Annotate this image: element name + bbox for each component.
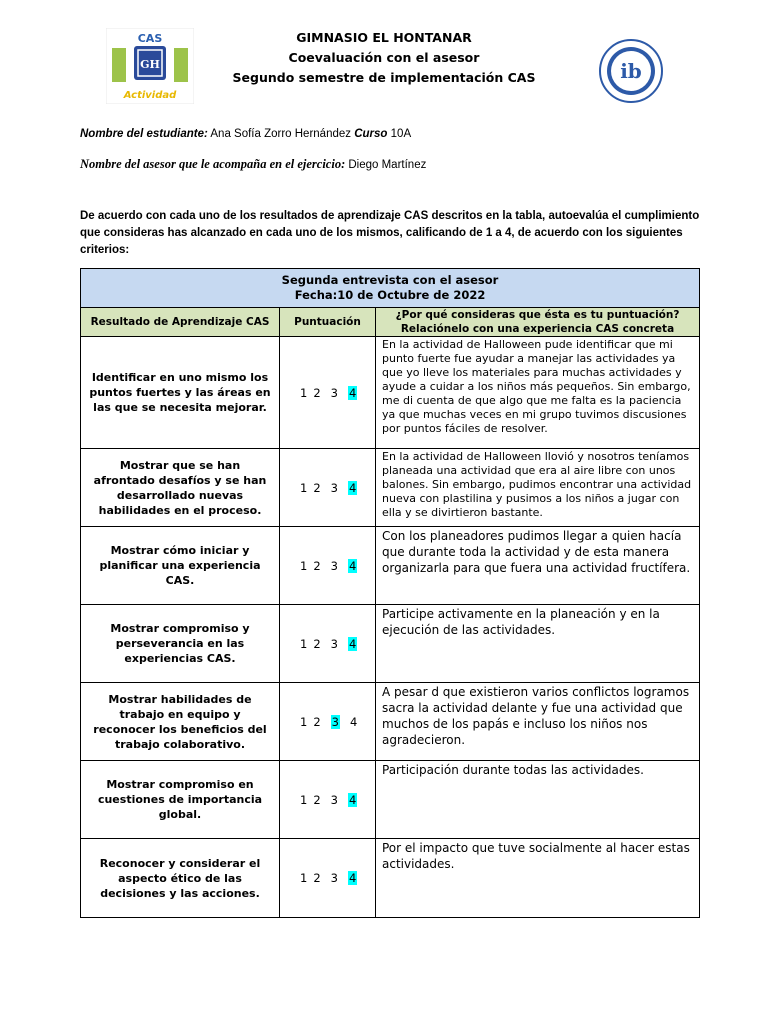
score-cell bbox=[280, 683, 376, 761]
reason-cell: En la actividad de Halloween pude identificar que mi punto fuerte fue ayudar a manejar las actividades ya que yo lleve los materiales para muchas actividades y ayude a cuidar a los niños más pequeños. Sin embargo, me di cuenta de que algo que me falta es la paciencia ya que muchas veces en mi grupo tuvimos discusiones por puntos fáciles de resolver. bbox=[376, 337, 700, 449]
score-option-2: 2 bbox=[313, 636, 321, 651]
school-name: GIMNASIO EL HONTANAR bbox=[296, 30, 472, 45]
score-option-3: 3 bbox=[330, 480, 338, 495]
student-name-value: Ana Sofía Zorro Hernández bbox=[210, 128, 352, 140]
table-row bbox=[81, 337, 700, 449]
score-option-4: 4 bbox=[348, 636, 357, 651]
interview-title: Segunda entrevista con el asesor bbox=[281, 273, 499, 287]
advisor-value: Diego Martínez bbox=[348, 159, 427, 171]
evaluation-table bbox=[80, 268, 700, 918]
reason-cell: Participe activamente en la planeación y en la ejecución de las actividades. bbox=[376, 605, 700, 683]
score-option-1: 1 bbox=[300, 636, 308, 651]
score-cell bbox=[280, 337, 376, 449]
score-cell bbox=[280, 605, 376, 683]
score-option-2: 2 bbox=[313, 385, 321, 400]
col-header-score: Puntuación bbox=[280, 308, 376, 337]
score-option-3: 3 bbox=[330, 792, 338, 807]
score-option-1: 1 bbox=[300, 385, 308, 400]
score-option-3: 3 bbox=[330, 558, 338, 573]
score-option-2: 2 bbox=[313, 714, 321, 729]
score-option-2: 2 bbox=[313, 792, 321, 807]
course-value: 10A bbox=[390, 128, 412, 140]
instructions: De acuerdo con cada uno de los resultados de aprendizaje CAS descritos en la tabla, autoevalúa el cumplimiento que consideras has alcanzado en cada uno de los mismos, calificando de 1 a 4, de acuerdo con los siguientes criterios: bbox=[80, 210, 700, 256]
reason-cell: Por el impacto que tuve socialmente al hacer estas actividades. bbox=[376, 839, 700, 918]
outcome-cell: Identificar en uno mismo los puntos fuertes y las áreas en las que se necesita mejorar. bbox=[81, 337, 280, 449]
outcome-cell: Reconocer y considerar el aspecto ético de las decisiones y las acciones. bbox=[81, 839, 280, 918]
score-option-2: 2 bbox=[313, 871, 321, 885]
course-label: Curso bbox=[354, 128, 388, 140]
outcome-cell: Mostrar cómo iniciar y planificar una experiencia CAS. bbox=[81, 527, 280, 605]
interview-date: Fecha:10 de Octubre de 2022 bbox=[294, 288, 486, 302]
outcome-cell: Mostrar habilidades de trabajo en equipo y reconocer los beneficios del trabajo colaborativo. bbox=[81, 683, 280, 761]
col-header-outcome: Resultado de Aprendizaje CAS bbox=[81, 308, 280, 337]
score-option-4: 4 bbox=[348, 480, 357, 495]
student-line bbox=[80, 128, 411, 140]
score-option-4: 4 bbox=[348, 871, 357, 885]
outcome-cell: Mostrar compromiso en cuestiones de importancia global. bbox=[81, 761, 280, 839]
score-option-4: 4 bbox=[348, 385, 357, 400]
score-cell bbox=[280, 527, 376, 605]
score-option-1: 1 bbox=[300, 871, 308, 885]
outcome-cell: Mostrar compromiso y perseverancia en las experiencias CAS. bbox=[81, 605, 280, 683]
student-name-label: Nombre del estudiante: bbox=[80, 128, 208, 140]
score-option-2: 2 bbox=[313, 558, 321, 573]
table-row bbox=[81, 449, 700, 527]
score-option-4: 4 bbox=[348, 792, 357, 807]
cas-logo-subtext: Actividad bbox=[123, 90, 177, 101]
score-cell bbox=[280, 449, 376, 527]
table-row bbox=[81, 605, 700, 683]
table-row bbox=[81, 683, 700, 761]
table-row bbox=[81, 761, 700, 839]
advisor-line bbox=[80, 157, 426, 172]
score-option-1: 1 bbox=[300, 792, 308, 807]
score-option-4: 4 bbox=[349, 714, 358, 729]
reason-cell: Con los planeadores pudimos llegar a quien hacía que durante toda la actividad y de esta manera organizarla para que fuera una actividad fructífera. bbox=[376, 527, 700, 605]
ib-mark: ib bbox=[620, 59, 642, 83]
page-subtitle: Coevaluación con el asesor bbox=[288, 50, 480, 65]
score-option-1: 1 bbox=[300, 480, 308, 495]
score-cell bbox=[280, 839, 376, 918]
score-option-3: 3 bbox=[331, 714, 339, 729]
score-option-3: 3 bbox=[330, 385, 338, 400]
score-cell bbox=[280, 761, 376, 839]
score-option-3: 3 bbox=[330, 871, 338, 885]
reason-cell: A pesar d que existieron varios conflictos logramos sacra la actividad delante y fue una actividad que muchos de los papás e incluso los niños nos agradecieron. bbox=[376, 683, 700, 761]
table-row bbox=[81, 527, 700, 605]
score-option-2: 2 bbox=[313, 480, 321, 495]
cas-logo-text: CAS bbox=[137, 32, 163, 45]
gh-mark: GH bbox=[140, 58, 160, 71]
score-option-4: 4 bbox=[348, 558, 357, 573]
advisor-label: Nombre del asesor que le acompaña en el ejercicio: bbox=[80, 157, 346, 171]
score-option-1: 1 bbox=[300, 558, 308, 573]
table-title bbox=[81, 269, 700, 308]
score-option-3: 3 bbox=[330, 636, 338, 651]
table-row bbox=[81, 839, 700, 918]
outcome-cell: Mostrar que se han afrontado desafíos y se han desarrollado nuevas habilidades en el proceso. bbox=[81, 449, 280, 527]
semester-title: Segundo semestre de implementación CAS bbox=[232, 70, 536, 85]
reason-cell: En la actividad de Halloween llovió y nosotros teníamos planeada una actividad que era al aire libre con unos balones. Sin embargo, pudimos encontrar una actividad nueva con plastilina y pusimos a los niños a jugar con ella y se divirtieron bastante. bbox=[376, 449, 700, 527]
col-header-reason: ¿Por qué consideras que ésta es tu puntuación? Relaciónelo con una experiencia CAS concreta bbox=[376, 308, 700, 337]
score-option-1: 1 bbox=[300, 714, 308, 729]
reason-cell: Participación durante todas las actividades. bbox=[376, 761, 700, 839]
